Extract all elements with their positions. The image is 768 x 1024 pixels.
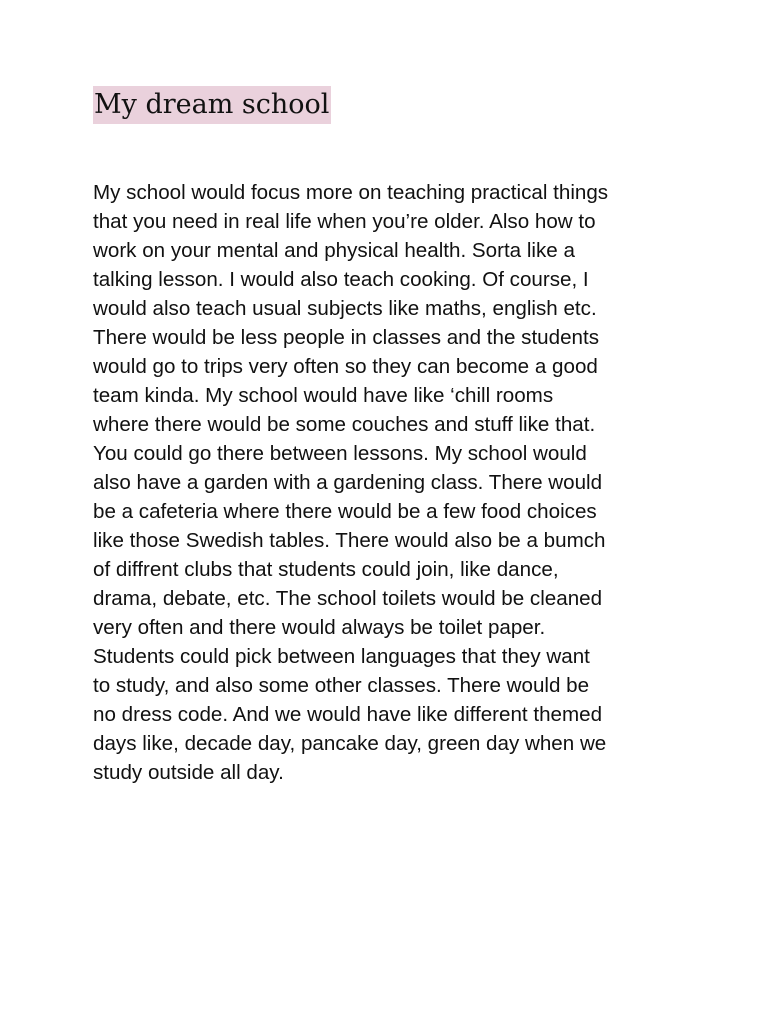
body-line: that you need in real life when you’re older. Also how to <box>93 210 596 233</box>
body-line: study outside all day. <box>93 761 284 784</box>
body-line: would also teach usual subjects like maths, english etc. <box>93 297 597 320</box>
body-line: team kinda. My school would have like ‘chill rooms <box>93 384 554 407</box>
body-line: work on your mental and physical health. Sorta like a <box>93 239 575 262</box>
body-line: drama, debate, etc. The school toilets would be cleaned <box>93 587 603 610</box>
body-line: also have a garden with a gardening class. There would <box>93 471 603 494</box>
body-line: You could go there between lessons. My school would <box>93 442 587 465</box>
document-body <box>93 178 693 787</box>
document-title: My dream school <box>93 86 331 124</box>
body-line: Students could pick between languages that they want <box>93 645 590 668</box>
body-line: very often and there would always be toilet paper. <box>93 616 546 639</box>
body-line: where there would be some couches and stuff like that. <box>93 413 596 436</box>
body-line: My school would focus more on teaching practical things <box>93 181 609 204</box>
body-line: like those Swedish tables. There would also be a bumch <box>93 529 606 552</box>
body-line: no dress code. And we would have like different themed <box>93 703 603 726</box>
body-line: There would be less people in classes and the students <box>93 326 600 349</box>
body-line: talking lesson. I would also teach cooking. Of course, I <box>93 268 589 291</box>
body-line: of diffrent clubs that students could join, like dance, <box>93 558 559 581</box>
body-line: days like, decade day, pancake day, green day when we <box>93 732 607 755</box>
body-line: to study, and also some other classes. There would be <box>93 674 590 697</box>
body-line: would go to trips very often so they can become a good <box>93 355 598 378</box>
body-line: be a cafeteria where there would be a few food choices <box>93 500 597 523</box>
